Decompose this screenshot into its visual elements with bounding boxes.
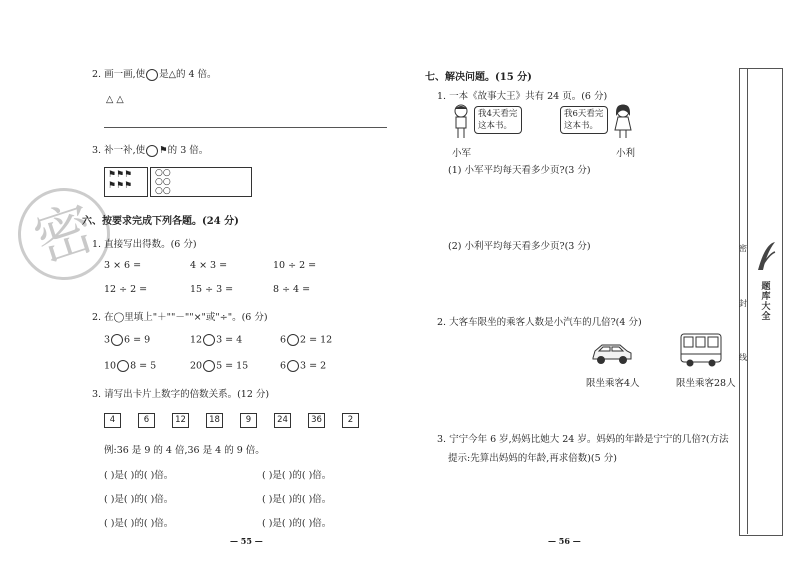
operand: 20 [190,360,203,372]
sidebar-char: 封 [739,299,747,308]
circle-icon [146,69,158,81]
calc-item: 12 ÷ 2 = [104,284,148,295]
operator-item [190,360,248,372]
operand: 6 = 9 [124,334,151,346]
calc-item: 4 × 3 = [190,260,228,271]
operand: 10 [104,360,117,372]
sub-question: (1) 小军平均每天看多少页?(3 分) [448,165,591,176]
calc-item: 8 ÷ 4 = [273,284,311,295]
logo-icon [755,240,777,274]
bus-icon [679,332,723,368]
speech-bubble: 我4天看完这本书。 [474,106,522,134]
operator-blank[interactable] [111,334,123,346]
character-name: 小军 [452,148,472,159]
question-number: 2. [92,69,102,80]
operand: 2 = 12 [300,334,333,346]
triangles: △ △ [106,94,124,105]
calc-item: 10 ÷ 2 = [273,260,317,271]
operand: 3 [104,334,111,346]
operand: 6 [280,360,287,372]
car-caption: 限坐乘客4人 [586,378,640,389]
sub-question: (2) 小利平均每天看多少页?(3 分) [448,241,591,252]
number-card: 4 [104,413,121,428]
operator-item [280,360,326,372]
question-title: 3. 宁宁今年 6 岁,妈妈比她大 24 岁。妈妈的年龄是宁宁的几倍?(方法 [437,434,729,445]
fill-question [92,142,208,157]
sidebar-char: 线 [739,353,747,362]
speech-bubble: 我6天看完这本书。 [560,106,608,134]
operand: 8 = 5 [130,360,157,372]
flag-icon: ⚑ [159,145,168,156]
number-card: 9 [240,413,257,428]
section-title: 六、按要求完成下列各题。(24 分) [82,216,239,227]
operand: 12 [190,334,203,346]
operator-item [280,334,332,346]
answer-blank[interactable]: ( )是( )的( )倍。 [104,470,174,481]
watermark-stamp: 密 [6,176,122,292]
calc-item: 15 ÷ 3 = [190,284,234,295]
bus-caption: 限坐乘客28人 [676,378,736,389]
boy-icon [450,104,472,140]
number-card: 24 [274,413,291,428]
girl-icon [612,104,634,140]
operand: 3 = 2 [300,360,327,372]
question-text: 是△的 4 倍。 [159,69,217,80]
question-text: 的 3 倍。 [167,145,209,156]
question-number: 3. [92,145,102,156]
logo-text: 题库大全 [761,282,771,322]
number-card: 12 [172,413,189,428]
example-text: 例:36 是 9 的 4 倍,36 是 4 的 9 倍。 [104,445,265,456]
answer-line[interactable] [104,127,387,128]
operator-item [104,334,150,346]
divider [747,68,748,534]
circle-icon [146,145,158,157]
number-card: 18 [206,413,223,428]
answer-blank[interactable]: ( )是( )的( )倍。 [104,494,174,505]
operator-blank[interactable] [203,334,215,346]
operator-blank[interactable] [287,360,299,372]
question-title: 1. 直接写出得数。(6 分) [92,239,197,250]
number-card: 36 [308,413,325,428]
question-title: 3. 请写出卡片上数字的倍数关系。(12 分) [92,389,270,400]
question-text: 画一画,使 [104,69,146,80]
operand: 5 = 15 [216,360,249,372]
circles-box[interactable] [150,167,252,197]
operand: 3 = 4 [216,334,243,346]
operator-blank[interactable] [287,334,299,346]
operator-blank[interactable] [203,360,215,372]
operand: 6 [280,334,287,346]
page-number: — 56 — [548,536,581,546]
question-title-cont: 提示:先算出妈妈的年龄,再求倍数)(5 分) [448,453,617,464]
flag-icon: ⚑⚑⚑ ⚑⚑⚑ [108,170,133,191]
question-title: 2. 在◯里填上"＋""－""×"或"÷"。(6 分) [92,312,268,323]
draw-question [92,66,217,81]
answer-blank[interactable]: ( )是( )的( )倍。 [262,470,332,481]
character-name: 小利 [616,148,636,159]
operator-blank[interactable] [117,360,129,372]
section-title: 七、解决问题。(15 分) [425,72,532,83]
answer-blank[interactable]: ( )是( )的( )倍。 [262,494,332,505]
question-title: 1. 一本《故事大王》共有 24 页。(6 分) [437,91,608,102]
circle-icon: ○○ ○○ ○○ [155,168,171,196]
number-card: 6 [138,413,155,428]
calc-item: 3 × 6 = [104,260,142,271]
page-number: — 55 — [230,536,263,546]
question-text: 补一补,使 [104,145,146,156]
number-card: 2 [342,413,359,428]
flags-box [104,167,148,197]
car-icon [590,340,634,366]
answer-blank[interactable]: ( )是( )的( )倍。 [262,518,332,529]
answer-blank[interactable]: ( )是( )的( )倍。 [104,518,174,529]
operator-item [190,334,242,346]
question-title: 2. 大客车限坐的乘客人数是小汽车的几倍?(4 分) [437,317,642,328]
sidebar-char: 密 [739,244,747,253]
operator-item [104,360,156,372]
